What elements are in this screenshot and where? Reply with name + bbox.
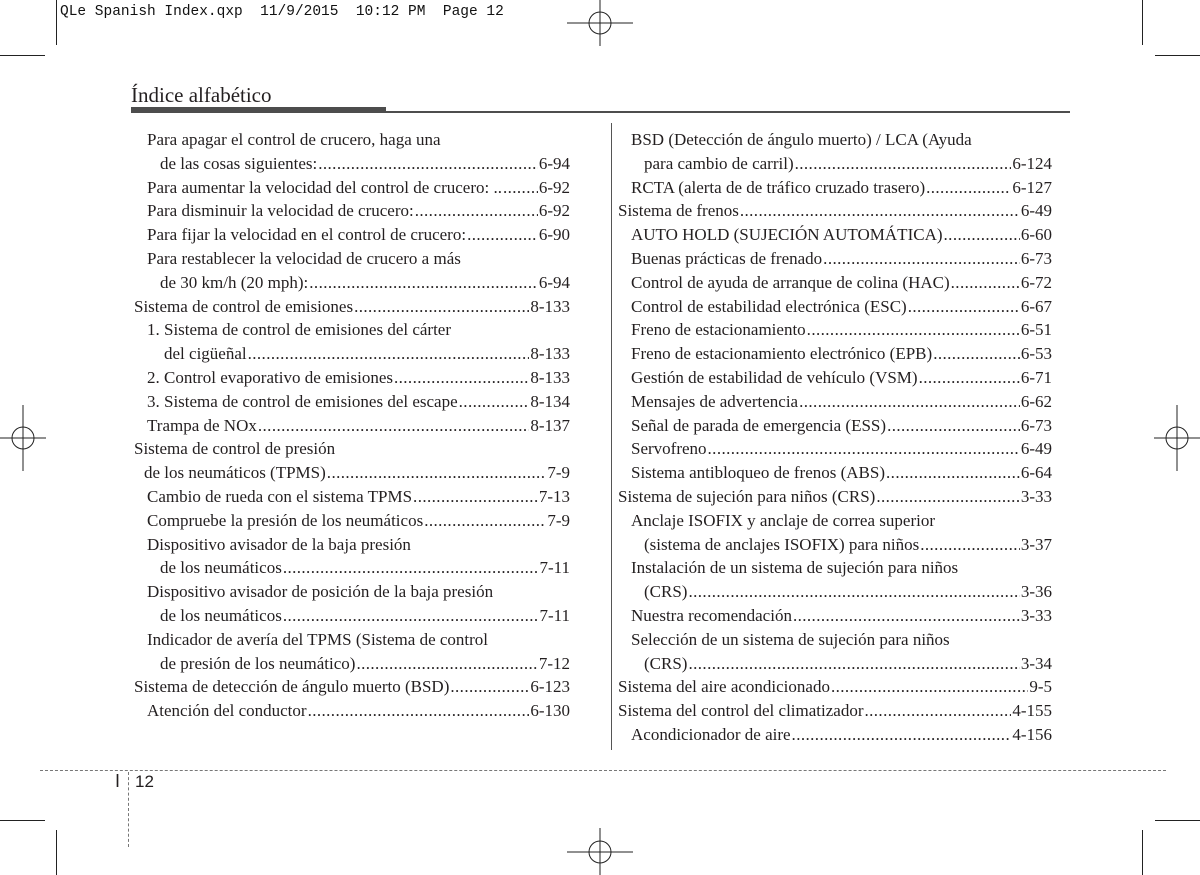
index-entry-text: Atención del conductor <box>147 701 307 721</box>
index-entry-page: 6-92 <box>538 201 570 221</box>
title-rule-thin <box>386 111 1070 113</box>
index-entry <box>618 485 1052 509</box>
index-entry <box>134 485 570 509</box>
index-entry <box>618 723 1052 747</box>
index-entry-text: Control de estabilidad electrónica (ESC) <box>631 296 907 316</box>
dot-leader <box>283 604 539 628</box>
dot-leader <box>951 271 1020 295</box>
index-entry <box>618 652 1052 676</box>
index-entry <box>134 533 570 557</box>
dot-leader <box>792 723 1012 747</box>
dot-leader <box>356 652 537 676</box>
index-entry <box>134 604 570 628</box>
index-entry <box>134 295 570 319</box>
index-entry-text: Para apagar el control de crucero, haga una <box>147 130 441 149</box>
index-entry <box>134 318 570 342</box>
index-entry-page: 8-133 <box>530 296 570 316</box>
index-entry <box>618 461 1052 485</box>
index-entry <box>618 199 1052 223</box>
index-entry-text: Servofreno <box>631 439 707 459</box>
dot-leader <box>708 437 1020 461</box>
index-entry-text: Control de ayuda de arranque de colina (HAC) <box>631 272 950 292</box>
registration-mark-top <box>565 0 635 50</box>
index-entry-page: 3-33 <box>1020 605 1052 625</box>
index-entry <box>618 271 1052 295</box>
index-entry <box>618 580 1052 604</box>
dot-leader <box>688 580 1019 604</box>
index-entry-text: Gestión de estabilidad de vehículo (VSM) <box>631 367 918 387</box>
index-entry <box>618 223 1052 247</box>
index-entry <box>134 390 570 414</box>
index-entry-text: Instalación de un sistema de sujeción para niños <box>631 558 959 578</box>
index-entry-page: 8-137 <box>530 415 570 435</box>
index-entry <box>134 414 570 438</box>
index-entry-page: 7-9 <box>547 463 570 483</box>
dot-leader <box>876 485 1020 509</box>
crop-mark <box>0 820 45 821</box>
dot-leader <box>503 176 538 200</box>
section-letter: I <box>115 771 121 791</box>
index-entry-text: Sistema de sujeción para niños (CRS) <box>618 486 876 506</box>
index-entry-text: Cambio de rueda con el sistema TPMS <box>147 486 413 506</box>
index-entry <box>134 271 570 295</box>
dot-leader <box>424 509 546 533</box>
index-entry <box>134 437 570 461</box>
index-entry <box>618 176 1052 200</box>
registration-mark-bottom <box>565 828 635 875</box>
index-entry-page: 6-123 <box>530 677 570 697</box>
crop-mark <box>1155 820 1200 821</box>
index-entry <box>618 366 1052 390</box>
index-entry-page: 3-33 <box>1020 486 1052 506</box>
index-entry-text: de las cosas siguientes: <box>160 153 318 173</box>
index-entry-page: 7-9 <box>547 510 570 530</box>
index-entry-page: 3-36 <box>1020 582 1052 602</box>
index-entry-page: 4-155 <box>1012 701 1052 721</box>
index-entry-page: 8-134 <box>530 391 570 411</box>
index-entry-text: Sistema antibloqueo de frenos (ABS) <box>631 463 886 483</box>
index-entry-page: 6-94 <box>538 153 570 173</box>
index-entry <box>134 128 570 152</box>
page-title: Índice alfabético <box>131 83 272 107</box>
index-entry-text: Sistema de frenos <box>618 201 739 221</box>
dot-leader <box>459 390 530 414</box>
dot-leader <box>318 152 538 176</box>
column-divider <box>611 123 612 750</box>
index-entry-page: 7-11 <box>539 558 570 578</box>
index-entry-text: Señal de parada de emergencia (ESS) <box>631 415 887 435</box>
footer-rule <box>40 770 1166 771</box>
index-entry-page: 6-90 <box>538 225 570 245</box>
dot-leader <box>450 675 529 699</box>
dot-leader <box>740 199 1020 223</box>
index-entry-page: 6-60 <box>1020 225 1052 245</box>
index-entry-page: 8-133 <box>530 344 570 364</box>
index-entry-page: 6-73 <box>1020 415 1052 435</box>
index-entry-page: 6-92 <box>538 177 570 197</box>
index-entry-text: (sistema de anclajes ISOFIX) para niños <box>644 534 920 554</box>
index-entry-page: 6-53 <box>1020 344 1052 364</box>
index-entry <box>618 509 1052 533</box>
index-entry-page: 3-34 <box>1020 653 1052 673</box>
index-entry <box>134 628 570 652</box>
index-entry <box>618 390 1052 414</box>
index-entry-text: Selección de un sistema de sujeción para niños <box>631 629 950 649</box>
index-entry-text: Compruebe la presión de los neumáticos <box>147 510 424 530</box>
dot-leader <box>823 247 1020 271</box>
dot-leader <box>864 699 1011 723</box>
title-rule <box>131 107 386 113</box>
dot-leader <box>283 556 539 580</box>
index-entry-page: 6-72 <box>1020 272 1052 292</box>
index-entry-page: 6-94 <box>538 272 570 292</box>
index-entry-page: 6-49 <box>1020 201 1052 221</box>
index-entry <box>618 342 1052 366</box>
dot-leader <box>308 699 530 723</box>
index-entry <box>134 199 570 223</box>
crop-mark <box>1142 830 1143 875</box>
dot-leader <box>933 342 1020 366</box>
dot-leader <box>258 414 529 438</box>
dot-leader <box>944 223 1020 247</box>
index-entry <box>618 247 1052 271</box>
index-entry <box>134 176 570 200</box>
dot-leader <box>799 390 1020 414</box>
dot-leader <box>919 366 1020 390</box>
page-number: 12 <box>135 772 154 791</box>
index-entry-page: 7-12 <box>538 653 570 673</box>
index-entry-page: 9-5 <box>1029 677 1052 697</box>
index-entry <box>618 152 1052 176</box>
registration-mark-right <box>1150 403 1200 473</box>
crop-mark <box>1155 55 1200 56</box>
index-entry-text: del cigüeñal <box>164 344 247 364</box>
index-entry-page: 3-37 <box>1020 534 1052 554</box>
index-entry-text: 3. Sistema de control de emisiones del escape <box>147 391 458 411</box>
dot-leader <box>887 414 1020 438</box>
dot-leader <box>354 295 529 319</box>
index-entry <box>618 675 1052 699</box>
dot-leader <box>920 533 1020 557</box>
index-entry-text: Buenas prácticas de frenado <box>631 248 823 268</box>
index-entry-text: Para fijar la velocidad en el control de crucero: <box>147 225 467 245</box>
index-entry-text: Freno de estacionamiento electrónico (EPB) <box>631 344 933 364</box>
index-entry <box>134 652 570 676</box>
index-entry-text: Indicador de avería del TPMS (Sistema de control <box>147 629 489 649</box>
crop-mark <box>0 55 45 56</box>
dot-leader <box>795 152 1012 176</box>
index-entry <box>618 414 1052 438</box>
index-entry <box>134 509 570 533</box>
index-entry-page: 4-156 <box>1012 724 1052 744</box>
print-slug: QLe Spanish Index.qxp 11/9/2015 10:12 PM Page 12 <box>60 4 504 20</box>
index-entry <box>134 223 570 247</box>
index-entry-text: de presión de los neumático) <box>160 653 356 673</box>
index-entry-text: Sistema de control de emisiones <box>134 296 354 316</box>
index-column-left <box>134 128 570 723</box>
crop-mark <box>1142 0 1143 45</box>
index-entry-page: 6-71 <box>1020 367 1052 387</box>
index-entry-text: Sistema de detección de ángulo muerto (BSD) <box>134 677 450 697</box>
index-entry <box>134 152 570 176</box>
index-entry <box>134 580 570 604</box>
dot-leader <box>327 461 547 485</box>
index-entry-text: de 30 km/h (20 mph): <box>160 272 309 292</box>
index-entry-page: 8-133 <box>530 367 570 387</box>
index-entry-text: Dispositivo avisador de la baja presión <box>147 534 411 554</box>
footer-divider <box>128 772 129 847</box>
index-entry <box>618 437 1052 461</box>
index-entry-text: Dispositivo avisador de posición de la baja presión <box>147 582 494 602</box>
index-entry <box>618 533 1052 557</box>
dot-leader <box>886 461 1020 485</box>
dot-leader <box>926 176 1011 200</box>
index-entry-text: (CRS) <box>644 653 688 673</box>
index-entry <box>134 247 570 271</box>
index-entry-page: 6-51 <box>1020 320 1052 340</box>
dot-leader <box>413 485 538 509</box>
dot-leader <box>415 199 538 223</box>
index-entry-text: de los neumáticos (TPMS) <box>144 463 326 483</box>
index-entry-text: BSD (Detección de ángulo muerto) / LCA (Ayuda <box>631 130 972 149</box>
dot-leader <box>248 342 530 366</box>
index-entry-page: 6-130 <box>530 701 570 721</box>
index-entry <box>618 128 1052 152</box>
index-entry-page: 7-11 <box>539 605 570 625</box>
index-entry-page: 6-62 <box>1020 391 1052 411</box>
index-entry <box>618 604 1052 628</box>
index-entry-text: Nuestra recomendación <box>631 605 792 625</box>
index-entry-text: Sistema de control de presión <box>134 439 336 459</box>
index-entry-text: Para aumentar la velocidad del control de crucero: .. <box>147 177 502 197</box>
index-entry <box>134 461 570 485</box>
dot-leader <box>688 652 1019 676</box>
index-entry-text: Sistema del control del climatizador <box>618 701 864 721</box>
index-entry-text: de los neumáticos <box>160 605 282 625</box>
index-entry-page: 7-13 <box>538 486 570 506</box>
index-entry-text: (CRS) <box>644 582 688 602</box>
index-entry <box>134 342 570 366</box>
dot-leader <box>793 604 1020 628</box>
index-entry-text: para cambio de carril) <box>644 153 794 173</box>
dot-leader <box>908 295 1020 319</box>
index-entry-text: Anclaje ISOFIX y anclaje de correa superior <box>631 510 935 530</box>
index-entry-page: 6-64 <box>1020 463 1052 483</box>
index-entry-text: 1. Sistema de control de emisiones del cárter <box>147 320 452 340</box>
index-entry-text: Mensajes de advertencia <box>631 391 799 411</box>
index-entry-text: AUTO HOLD (SUJECIÓN AUTOMÁTICA) <box>631 225 943 245</box>
index-entry <box>618 628 1052 652</box>
index-entry-text: Trampa de NOx <box>147 415 257 435</box>
crop-mark <box>56 0 57 45</box>
index-entry-page: 6-49 <box>1020 439 1052 459</box>
index-entry <box>618 318 1052 342</box>
index-entry-page: 6-124 <box>1012 153 1052 173</box>
index-column-right <box>618 128 1052 747</box>
index-entry <box>618 295 1052 319</box>
dot-leader <box>467 223 538 247</box>
dot-leader <box>807 318 1020 342</box>
index-entry <box>618 556 1052 580</box>
index-entry-page: 6-67 <box>1020 296 1052 316</box>
index-entry-text: Freno de estacionamiento <box>631 320 806 340</box>
index-entry-text: Acondicionador de aire <box>631 724 791 744</box>
index-entry-page: 6-127 <box>1012 177 1052 197</box>
index-entry-page: 6-73 <box>1020 248 1052 268</box>
crop-mark <box>56 830 57 875</box>
index-entry <box>618 699 1052 723</box>
index-entry-text: Para disminuir la velocidad de crucero: <box>147 201 414 221</box>
index-entry-text: de los neumáticos <box>160 558 282 578</box>
index-entry-text: Para restablecer la velocidad de crucero a más <box>147 248 461 268</box>
index-entry <box>134 556 570 580</box>
index-entry <box>134 675 570 699</box>
index-entry-text: RCTA (alerta de de tráfico cruzado trasero) <box>631 177 926 197</box>
dot-leader <box>831 675 1028 699</box>
dot-leader <box>309 271 538 295</box>
index-entry-text: Sistema del aire acondicionado <box>618 677 830 697</box>
index-entry-text: 2. Control evaporativo de emisiones <box>147 367 393 387</box>
index-entry <box>134 366 570 390</box>
registration-mark-left <box>0 403 50 473</box>
dot-leader <box>394 366 529 390</box>
index-entry <box>134 699 570 723</box>
